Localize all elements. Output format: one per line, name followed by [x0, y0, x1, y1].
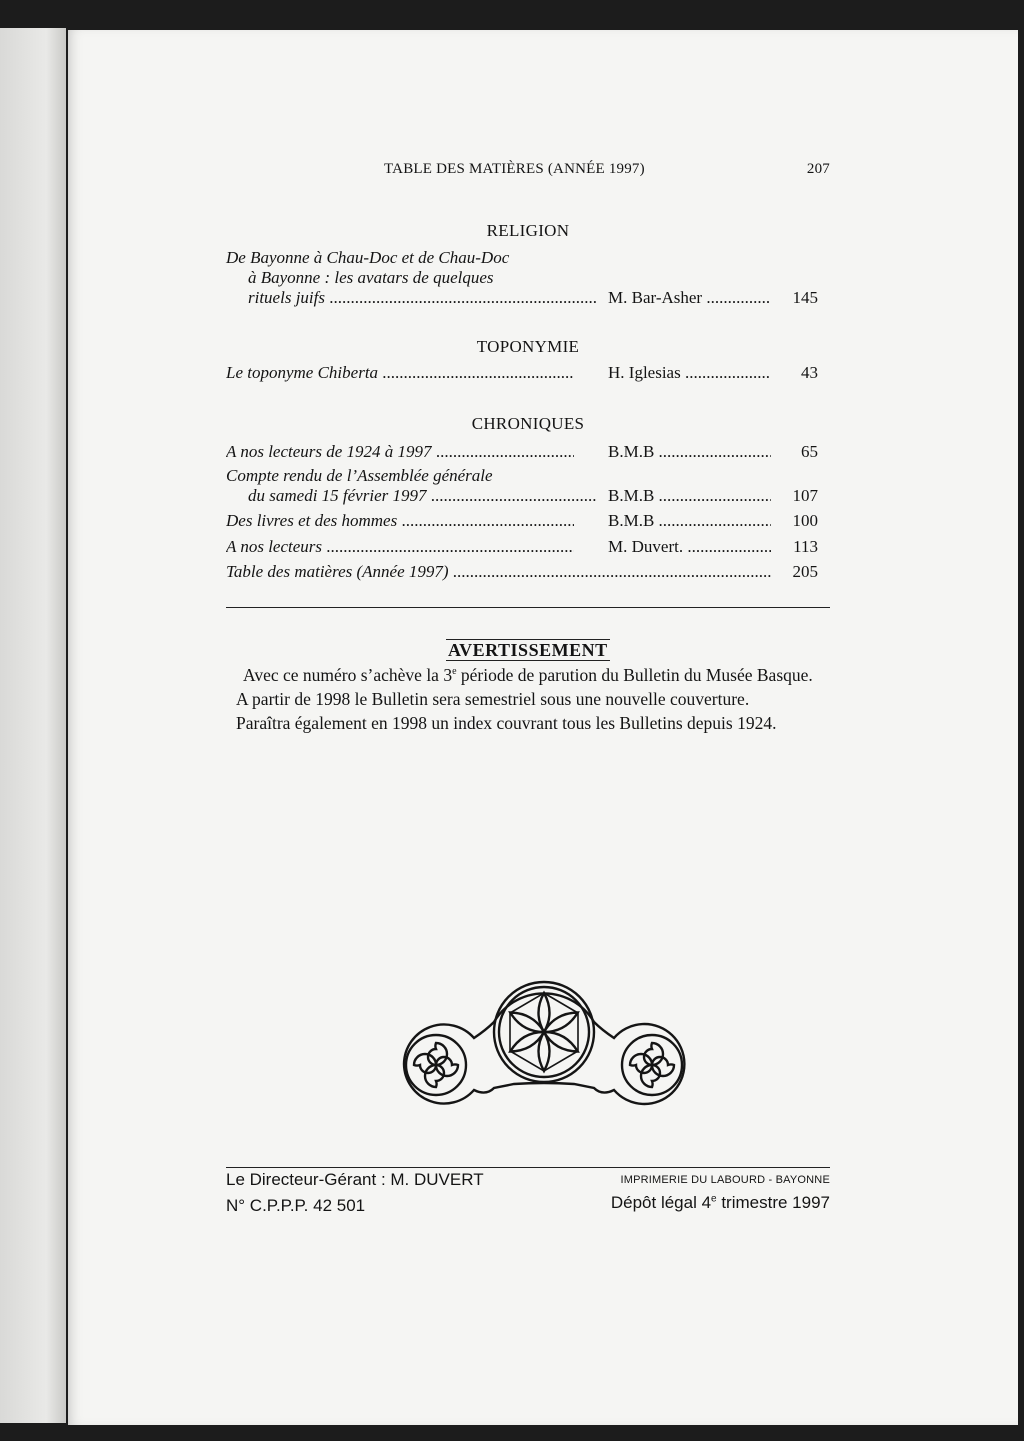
- facing-page-edge: [0, 28, 66, 1423]
- notice-title: AVERTISSEMENT: [448, 640, 608, 660]
- toc-entry: [226, 511, 830, 531]
- divider: [226, 607, 830, 608]
- entry-title-line: Compte rendu de l’Assemblée générale: [226, 466, 493, 485]
- entry-page: 145: [792, 288, 818, 307]
- entry-title: A nos lecteurs de 1924 à 1997 .....: [226, 442, 574, 462]
- entry-title-line: à Bayonne : les avatars de quelques: [248, 268, 494, 287]
- entry-page: 107: [792, 486, 818, 505]
- entry-title-line: De Bayonne à Chau-Doc et de Chau-Doc: [226, 248, 510, 267]
- entry-page: 65: [801, 442, 818, 461]
- header-title: TABLE DES MATIÈRES (ANNÉE 1997): [384, 161, 645, 177]
- entry-title: Des livres et des hommes .....: [226, 511, 574, 531]
- notice-paragraph: Paraîtra également en 1998 un index couvrant tous les Bulletins depuis 1924.: [236, 713, 777, 733]
- entry-title: Table des matières (Année 1997) .....: [226, 562, 771, 582]
- entry-author: M. Bar-Asher .....: [608, 288, 771, 308]
- document-page: [68, 30, 1018, 1425]
- section-title-chroniques: CHRONIQUES: [471, 414, 585, 433]
- toc-entry: [226, 363, 830, 383]
- entry-page: 113: [793, 537, 818, 556]
- entry-author: M. Duvert. .....: [608, 537, 771, 557]
- entry-author: H. Iglesias .....: [608, 363, 771, 383]
- entry-title: A nos lecteurs .....: [226, 537, 574, 557]
- notice-paragraph: Avec ce numéro s’achève la 3e période de parution du Bulletin du Musée Basque.: [243, 665, 813, 685]
- entry-author: B.M.B .....: [608, 486, 771, 506]
- director-line: Le Directeur-Gérant : M. DUVERT: [226, 1170, 484, 1189]
- printer-name: IMPRIMERIE DU LABOURD - BAYONNE: [620, 1174, 830, 1186]
- entry-title: Le toponyme Chiberta .....: [226, 363, 574, 383]
- entry-page: 100: [792, 511, 818, 530]
- footer-divider: [226, 1167, 830, 1168]
- entry-author: B.M.B .....: [608, 511, 771, 531]
- toc-entry: [226, 442, 830, 462]
- entry-page: 205: [792, 562, 818, 581]
- section-title-toponymie: TOPONYMIE: [476, 337, 580, 356]
- toc-entry: [226, 466, 830, 506]
- toc-entry: [226, 562, 830, 582]
- notice-paragraph: A partir de 1998 le Bulletin sera semestriel sous une nouvelle couverture.: [236, 689, 750, 709]
- page-number: 207: [806, 161, 830, 177]
- entry-title-line: rituels juifs .....: [226, 288, 596, 308]
- toc-entry: [226, 537, 830, 557]
- entry-title-line: du samedi 15 février 1997 .....: [226, 486, 596, 506]
- entry-author: B.M.B .....: [608, 442, 771, 462]
- section-title-religion: RELIGION: [486, 221, 570, 240]
- entry-page: 43: [801, 363, 818, 382]
- cppp-number: N° C.P.P.P. 42 501: [226, 1196, 366, 1215]
- basque-ornament-icon: [396, 968, 692, 1114]
- legal-deposit: Dépôt légal 4e trimestre 1997: [610, 1193, 830, 1212]
- toc-entry: [226, 248, 830, 308]
- notice-text: [226, 665, 830, 733]
